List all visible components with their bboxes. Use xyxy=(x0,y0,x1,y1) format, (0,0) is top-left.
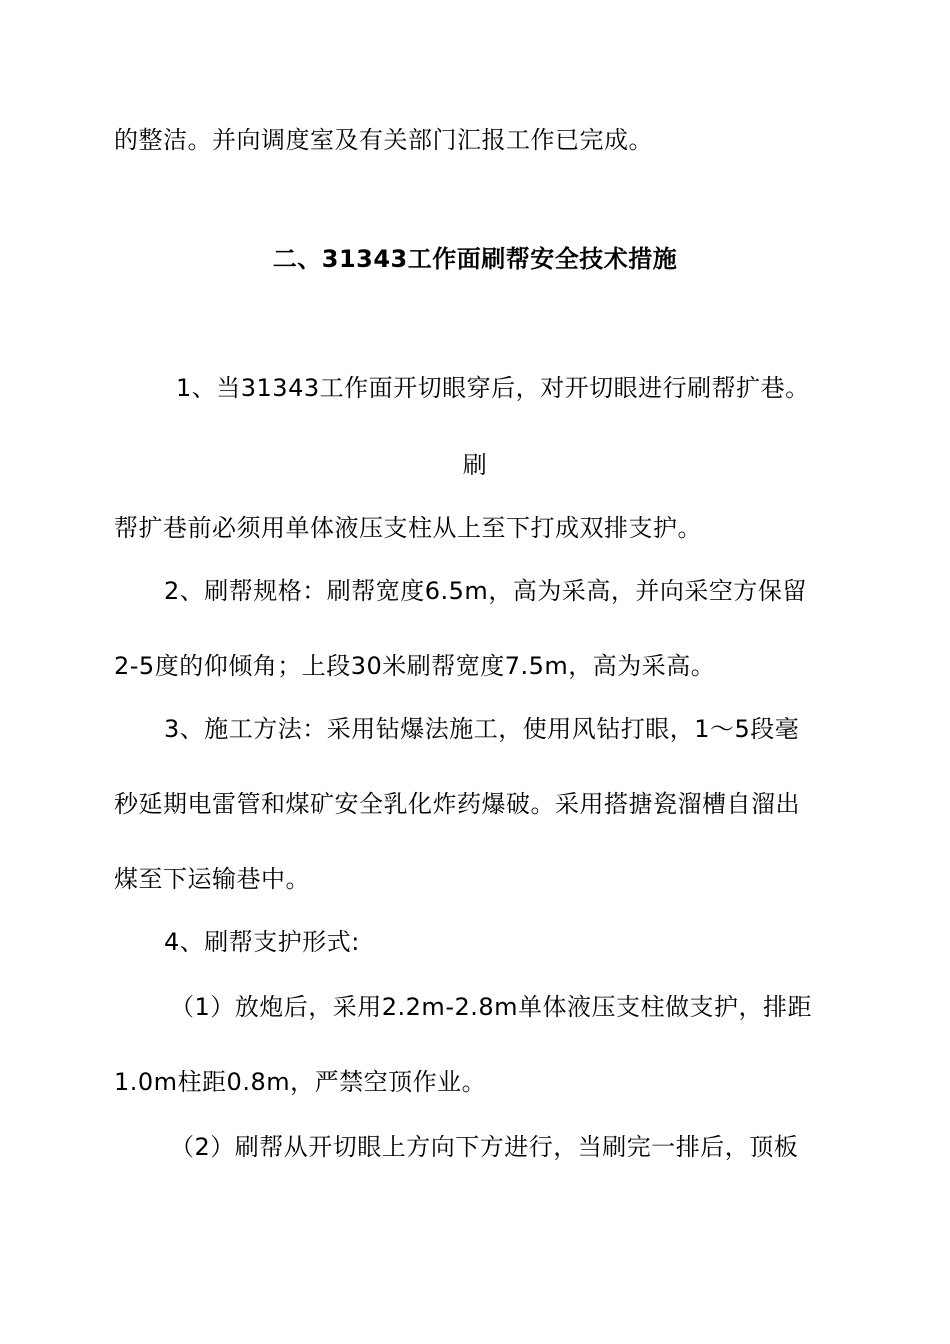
paragraph-line: 煤至下运输巷中。 xyxy=(114,865,310,893)
paragraph-line: 3、施工方法：采用钻爆法施工，使用风钻打眼，1～5段毫 xyxy=(164,715,800,743)
paragraph-line: （2）刷帮从开切眼上方向下方进行，当刷完一排后，顶板 xyxy=(170,1133,799,1161)
paragraph-line: 2-5度的仰倾角；上段30米刷帮宽度7.5m，高为采高。 xyxy=(114,652,716,680)
paragraph-line: 秒延期电雷管和煤矿安全乳化炸药爆破。采用搭搪瓷溜槽自溜出 xyxy=(114,790,800,818)
paragraph-line: 刷 xyxy=(462,451,488,479)
paragraph-line: 2、刷帮规格：刷帮宽度6.5m，高为采高，并向采空方保留 xyxy=(164,577,807,605)
paragraph-line: 4、刷帮支护形式: xyxy=(164,928,360,956)
paragraph-line: （1）放炮后，采用2.2m-2.8m单体液压支柱做支护，排距 xyxy=(170,993,813,1021)
paragraph-line: 1、当31343工作面开切眼穿后，对开切眼进行刷帮扩巷。 xyxy=(176,374,810,402)
paragraph-line: 帮扩巷前必须用单体液压支柱从上至下打成双排支护。 xyxy=(114,514,702,542)
paragraph-line: 1.0m柱距0.8m，严禁空顶作业。 xyxy=(114,1068,487,1096)
paragraph-line: 的整洁。并向调度室及有关部门汇报工作已完成。 xyxy=(114,126,653,154)
section-heading: 二、31343工作面刷帮安全技术措施 xyxy=(272,245,678,273)
